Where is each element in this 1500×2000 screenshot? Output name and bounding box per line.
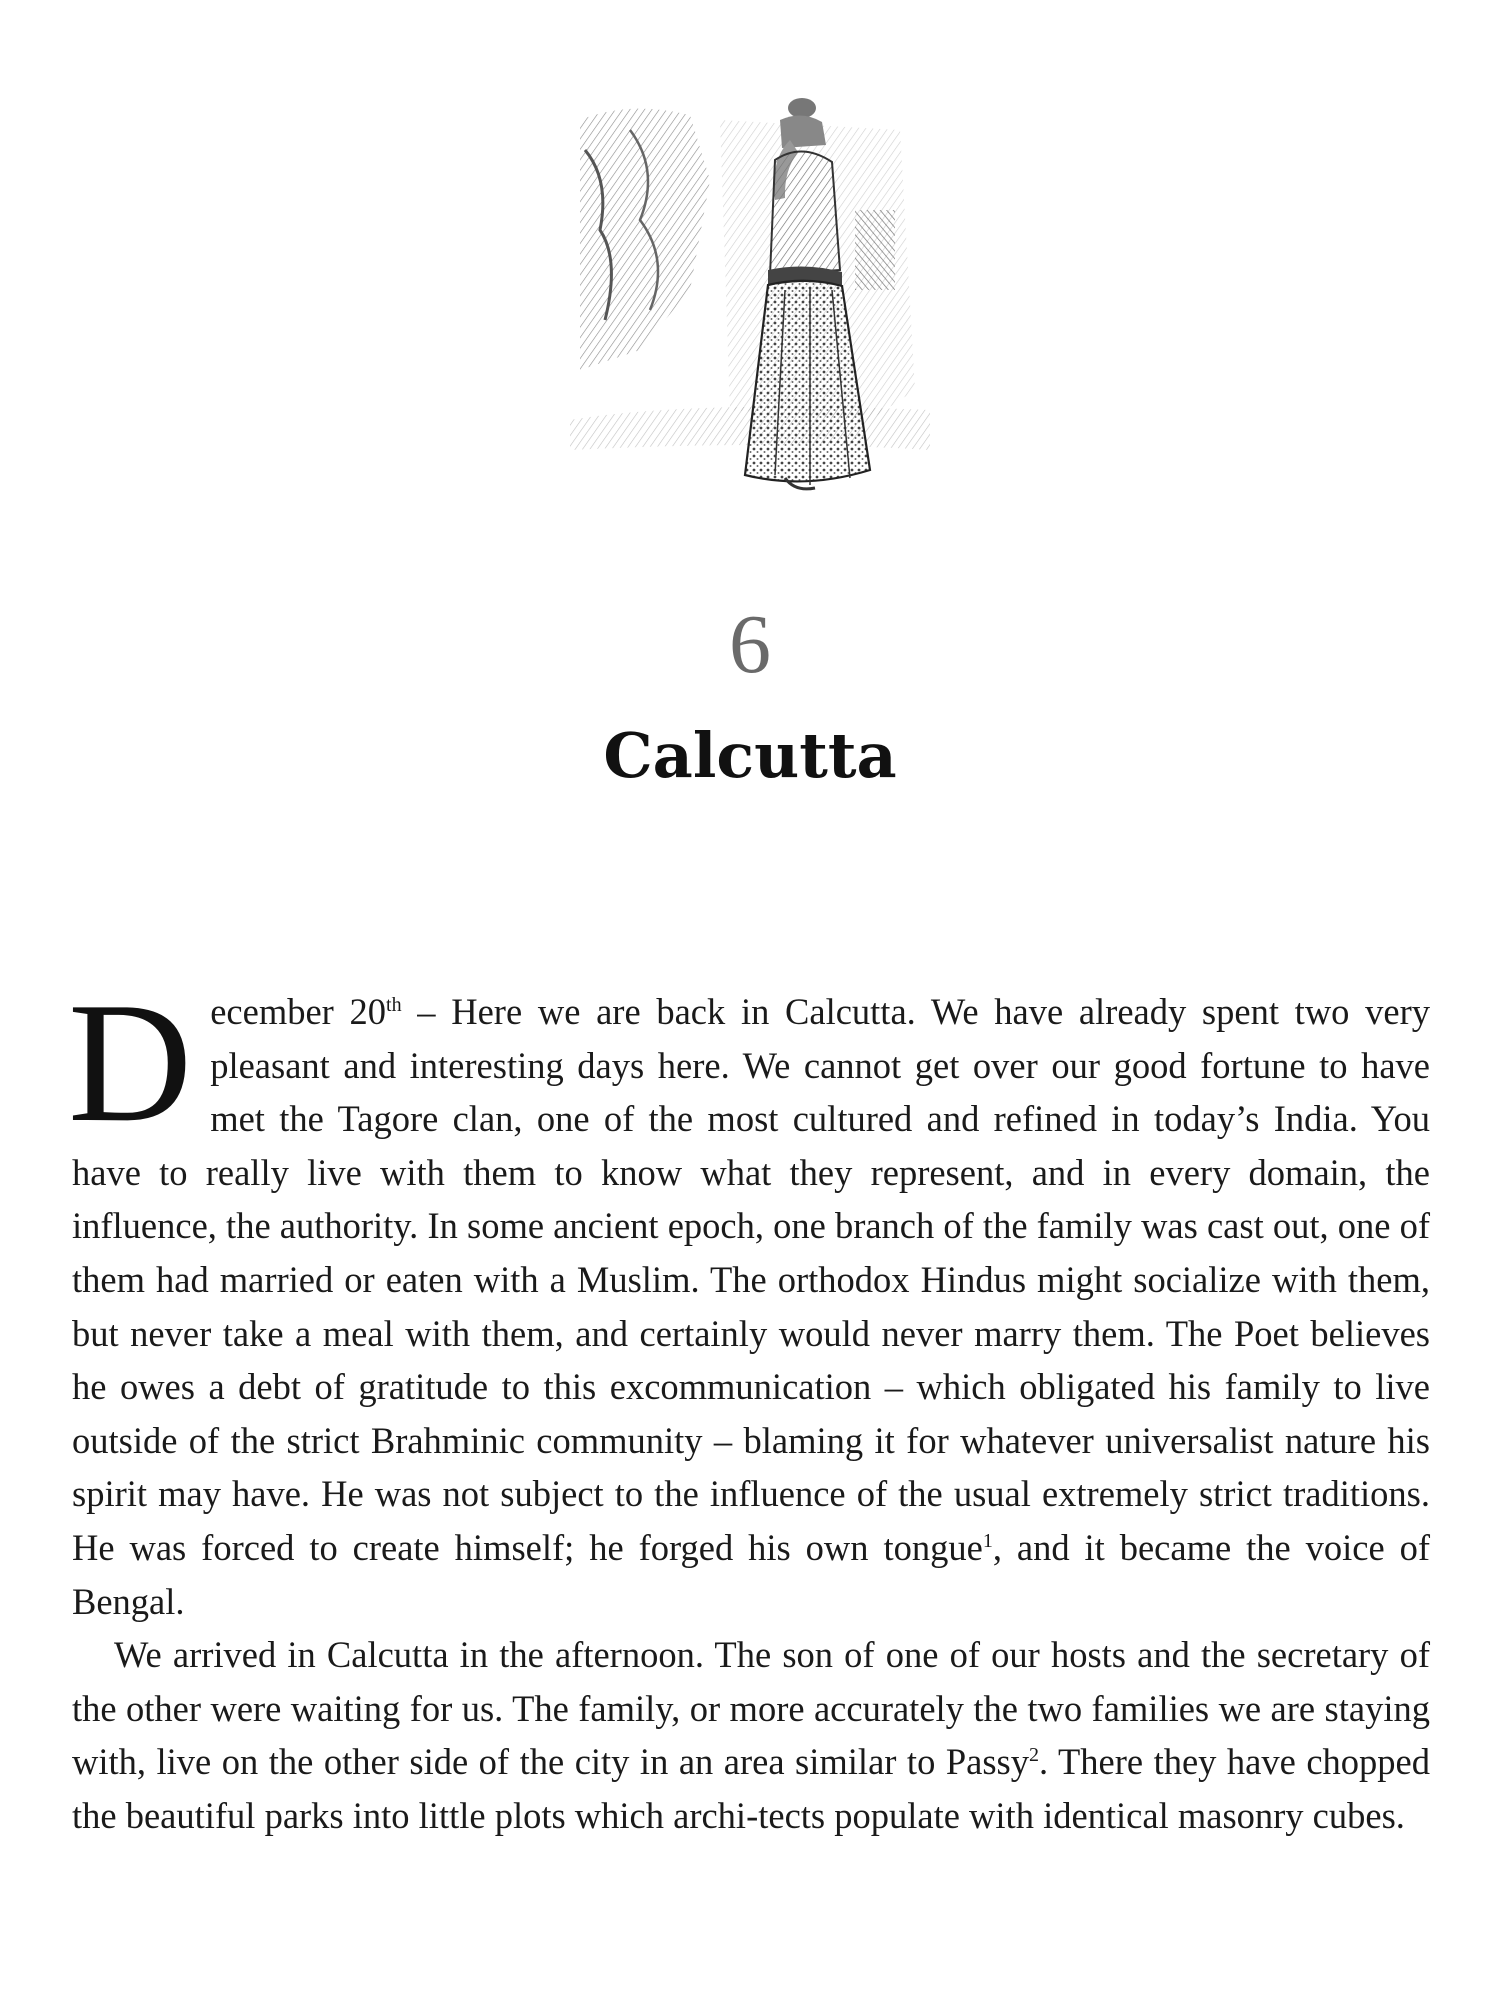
- paragraph-2-text-b: . There they have chopped the beautiful parks into little plots which archi-tects populate with identical masonry cubes.: [72, 1741, 1430, 1836]
- chapter-number: 6: [729, 598, 771, 691]
- date-text: ecember 20: [210, 991, 387, 1032]
- paragraph-2-text-a: We arrived in Calcutta in the afternoon. The son of one of our hosts and the secretary of the other were waiting for us. The family, or more accurately the two families we are staying with, live on the other side of the city in an area similar to Passy: [72, 1634, 1430, 1783]
- chapter-illustration: [570, 90, 940, 510]
- footnote-marker-1: 1: [982, 1529, 993, 1552]
- paragraph-1-text-a: – Here we are back in Calcutta. We have already spent two very pleasant and interesting days here. We cannot get over our good fortune to have met the Tagore clan, one of the most cultured and refined in today’s India. You have to really live with them to know what they represent, and in every domain, the influence, the authority. In some ancient epoch, one branch of the family was cast out, one of them had married or eaten with a Muslim. The orthodox Hindus might socialize with them, but never take a meal with them, and certainly would never marry them. The Poet believes he owes a debt of gratitude to this excommunication – which obligated his family to live outside of the strict Brahminic community – blaming it for whatever universalist nature his spirit may have. He was not subject to the influence of the usual extremely strict traditions. He was forced to create himself; he forged his own tongue: [72, 991, 1430, 1568]
- paragraph-1: [68, 968, 1430, 1628]
- date-superscript: th: [386, 993, 402, 1016]
- paragraph-1-text-b: , and it became the voice of Bengal.: [72, 1526, 1430, 1622]
- sketch-woman-image: [570, 90, 940, 510]
- footnote-marker-2: 2: [1029, 1744, 1039, 1767]
- chapter-title: Calcutta: [603, 719, 897, 792]
- paragraph-2: [72, 1628, 1430, 1842]
- chapter-body: [68, 968, 1430, 1843]
- drop-cap: D: [68, 968, 193, 1158]
